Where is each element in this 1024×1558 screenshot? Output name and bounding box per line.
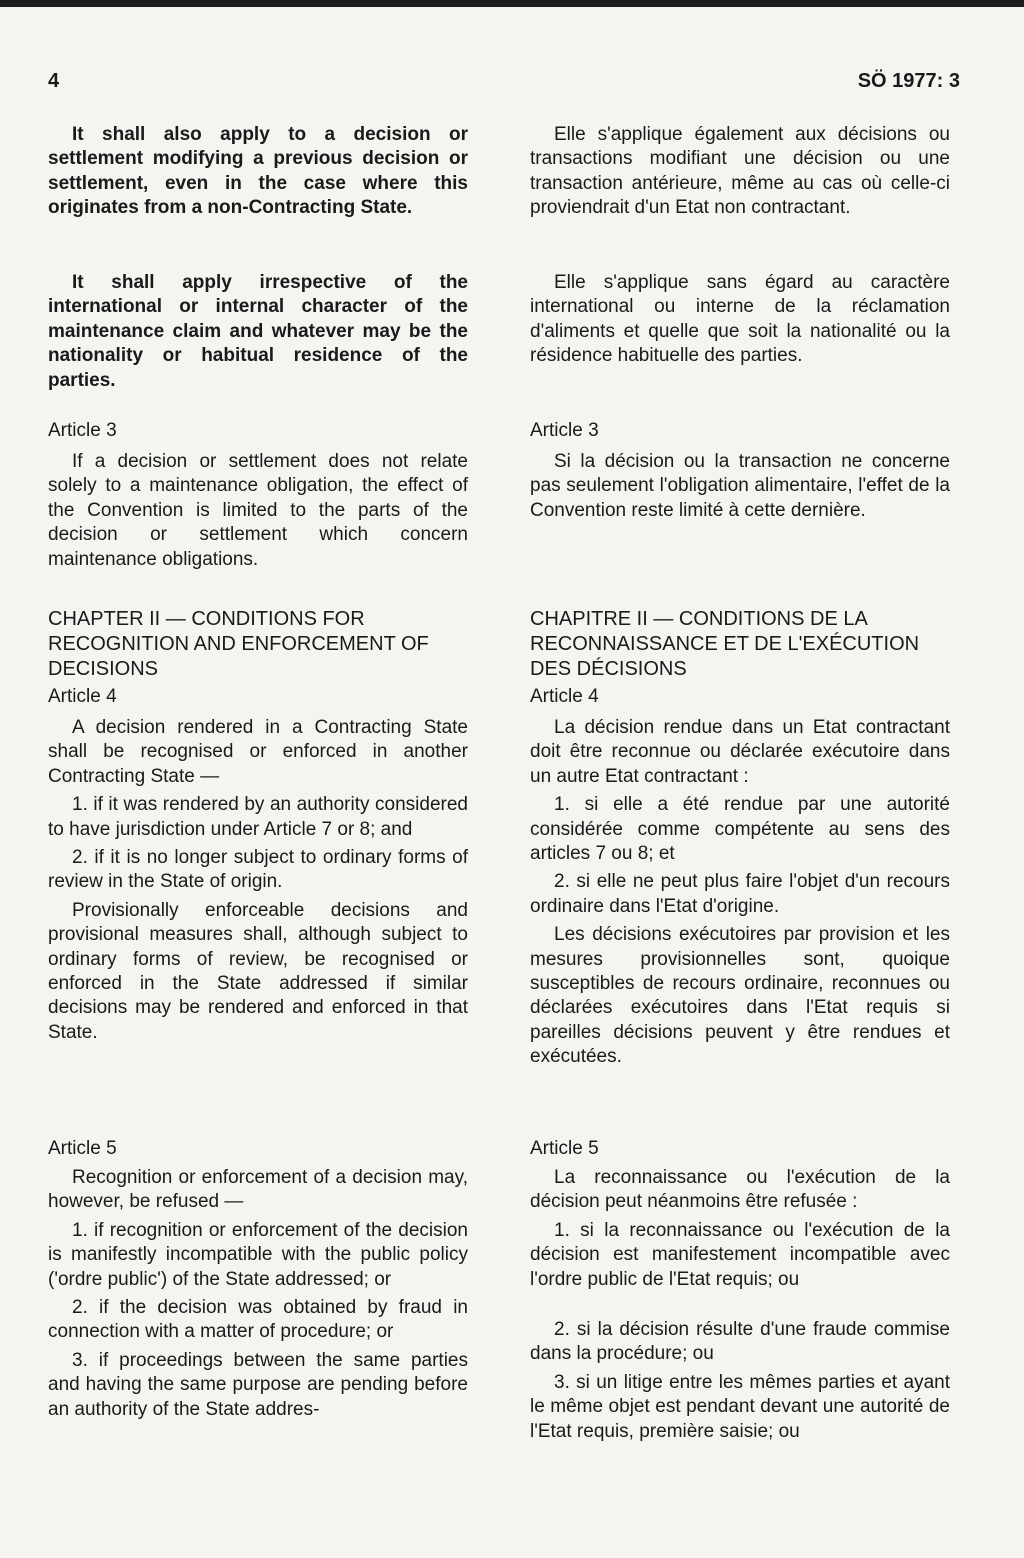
- page-top-edge: [0, 0, 1024, 7]
- paragraph: Les décisions exécutoires par provision et les mesures provisionnelles sont, quoique susceptibles de recours ordinaire, reconnues ou déclarées exécutoires dans l'Etat requis si pareilles décisions peuvent y être rendues et exécutées.: [530, 924, 950, 1068]
- left-article-5-heading: Article 5: [48, 1138, 117, 1159]
- right-intro-para-2: Elle s'applique sans égard au caractère international ou interne de la réclamation d'aliments et quelle que soit la nationalité ou la résidence habituelle des parties.: [530, 272, 950, 367]
- paragraph: 2. if the decision was obtained by fraud in connection with a matter of procedure; or: [48, 1297, 468, 1343]
- left-intro-para-2: It shall apply irrespective of the international or internal character of the maintenance claim and whatever may be the nationality or habitual residence of the parties.: [48, 272, 468, 391]
- left-article-3-text: If a decision or settlement does not relate solely to a maintenance obligation, the effect of the Convention is limited to the parts of the decision or settlement which concern maintenance obligations.: [48, 451, 468, 570]
- paragraph: 3. si un litige entre les mêmes parties et ayant le même objet est pendant devant une autorité de l'Etat requis, première saisie; ou: [530, 1371, 950, 1442]
- left-article-3-heading: Article 3: [48, 420, 117, 441]
- right-article-4-heading: Article 4: [530, 686, 599, 707]
- left-chapter-heading: CHAPTER II — CONDITIONS FOR RECOGNITION AND ENFORCEMENT OF DECISIONS: [48, 608, 429, 680]
- paragraph: 1. si elle a été rendue par une autorité considérée comme compétente au sens des articles 7 ou 8; et: [530, 794, 950, 865]
- paragraph: 1. if it was rendered by an authority considered to have jurisdiction under Article 7 or 8; and: [48, 794, 468, 840]
- left-article-5-body: [48, 1166, 468, 1432]
- document-reference: SÖ 1977: 3: [857, 70, 960, 92]
- left-intro-para-1: It shall also apply to a decision or settlement modifying a previous decision or settlement, even in the case where this originates from a non-Contracting State.: [48, 124, 468, 219]
- paragraph: La décision rendue dans un Etat contractant doit être reconnue ou déclarée exécutoire dans un autre Etat contractant :: [530, 717, 950, 787]
- paragraph: La reconnaissance ou l'exécution de la décision peut néanmoins être refusée :: [530, 1167, 950, 1213]
- paragraph: 2. si la décision résulte d'une fraude commise dans la procédure; ou: [530, 1319, 950, 1365]
- right-chapter-heading: CHAPITRE II — CONDITIONS DE LA RECONNAISSANCE ET DE L'EXÉCUTION DES DÉCISIONS: [530, 608, 920, 680]
- right-article-5-body: [530, 1166, 950, 1454]
- right-article-3-heading: Article 3: [530, 420, 599, 441]
- right-intro-para-1: Elle s'applique également aux décisions ou transactions modifiant une décision ou une transaction antérieure, même au cas où celle-ci proviendrait d'un Etat non contractant.: [530, 124, 950, 219]
- left-article-4-heading: Article 4: [48, 686, 117, 707]
- left-article-4-body: [48, 716, 468, 1055]
- right-article-5-heading: Article 5: [530, 1138, 599, 1159]
- paragraph: A decision rendered in a Contracting State shall be recognised or enforced in another Contracting State —: [48, 717, 468, 787]
- paragraph: 1. if recognition or enforcement of the decision is manifestly incompatible with the public policy ('ordre public') of the State addressed; or: [48, 1219, 468, 1290]
- paragraph: Provisionally enforceable decisions and provisional measures shall, although subject to ordinary forms of review, be recognised or enforced in the State addressed if similar decisions may be rendered and enforced in that State.: [48, 899, 468, 1043]
- page-number: 4: [48, 70, 60, 92]
- right-article-4-body: [530, 716, 950, 1080]
- paragraph: 2. si elle ne peut plus faire l'objet d'un recours ordinaire dans l'Etat d'origine.: [530, 871, 950, 917]
- paragraph: 2. if it is no longer subject to ordinary forms of review in the State of origin.: [48, 847, 468, 893]
- right-article-3-text: Si la décision ou la transaction ne concerne pas seulement l'obligation alimentaire, l'effet de la Convention reste limité à cette dernière.: [530, 451, 950, 521]
- paragraph: 3. if proceedings between the same parties and having the same purpose are pending before an authority of the State addres-: [48, 1349, 468, 1420]
- paragraph: Recognition or enforcement of a decision may, however, be refused —: [48, 1167, 468, 1213]
- paragraph: 1. si la reconnaissance ou l'exécution de la décision est manifestement incompatible avec l'ordre public de l'Etat requis; ou: [530, 1219, 950, 1290]
